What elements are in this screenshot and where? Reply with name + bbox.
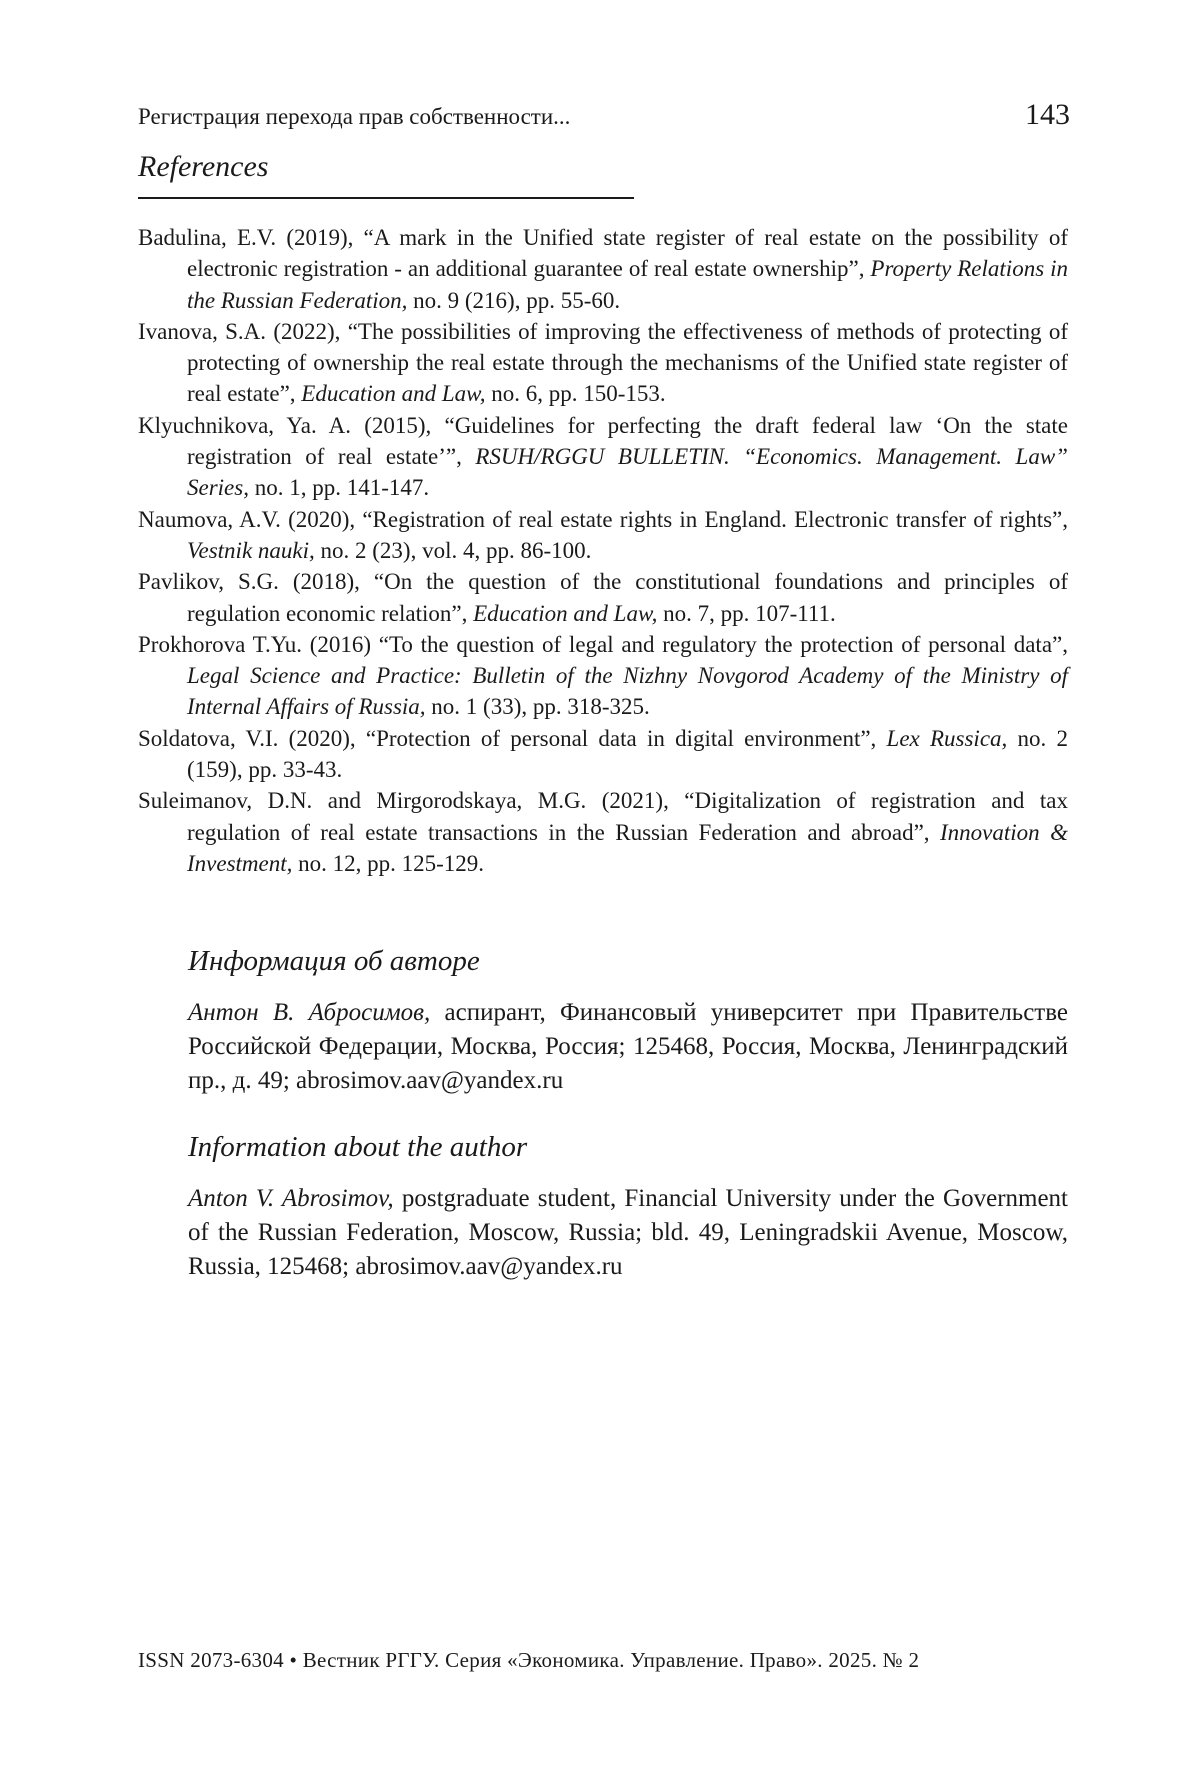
reference-text: Soldatova, V.I. (2020), “Protection of personal data in digital environment”, xyxy=(138,726,887,751)
document-page xyxy=(0,0,1200,1780)
running-title: Регистрация перехода прав собственности... xyxy=(138,104,570,130)
author-info-ru xyxy=(188,996,1068,1098)
author-details-ru: аспирант, Финансовый университет при Пра­вительстве Российской Федерации, Москва, Россия; 125468, Россия, Москва, Ленинградский пр., д. 49; abrosimov.aav@yandex.ru xyxy=(188,999,1068,1094)
running-head xyxy=(138,98,1070,132)
page-number: 143 xyxy=(1025,98,1070,132)
reference-text: Suleimanov, D.N. and Mirgorodskaya, M.G. (2021), “Digitalization of registration and tax regulation of real estate transactions in the Russian Federation and abroad”, xyxy=(138,788,1068,844)
reference-item xyxy=(138,410,1068,504)
author-details-en: postgraduate student, Financial University under the Government of the Russian Federation, Moscow, Russia; bld. 49, Lenin­gradskii Avenue, Moscow, Russia, 125468; abrosimov.aav@yandex.ru xyxy=(188,1185,1068,1280)
author-info-en xyxy=(188,1182,1068,1284)
reference-text: Pavlikov, S.G. (2018), “On the question of the constitutional foundations and principles of regulation economic relation”, xyxy=(138,569,1068,625)
reference-source: Vestnik nauki, xyxy=(187,538,315,563)
reference-details: no. 1 (33), pp. 318-325. xyxy=(426,694,650,719)
references-list xyxy=(138,222,1068,879)
reference-details: no. 6, pp. 150-153. xyxy=(486,381,666,406)
reference-details: no. 7, pp. 107-111. xyxy=(657,601,835,626)
reference-source: Property Relations in the Russian Federation, xyxy=(187,256,1068,312)
author-info-heading-ru: Информация об авторе xyxy=(188,945,480,978)
references-heading: References xyxy=(138,150,268,184)
reference-source: RSUH/RGGU BULLETIN. “Economics. Manage­ment. Law” Series, xyxy=(187,444,1068,500)
reference-source: Education and Law, xyxy=(473,601,657,626)
reference-item xyxy=(138,723,1068,786)
reference-details: no. 2 (23), vol. 4, pp. 86-100. xyxy=(315,538,592,563)
reference-source: Lex Rus­sica, xyxy=(887,726,1008,751)
reference-source: Legal Science and Practice: Bulletin of the Nizhny Novgorod Academy of the Ministry of Internal Affairs of Russia, xyxy=(187,663,1068,719)
reference-details: no. 2 (159), pp. 33-43. xyxy=(187,726,1068,782)
reference-details: no. 12, pp. 125-129. xyxy=(292,851,484,876)
reference-item xyxy=(138,629,1068,723)
author-info-heading-en: Information about the author xyxy=(188,1131,527,1164)
author-name-ru: Антон В. Абросимов, xyxy=(188,999,430,1026)
author-name-en: Anton V. Abrosimov, xyxy=(188,1185,394,1212)
reference-text: Klyuchnikova, Ya. A. (2015), “Guidelines for perfecting the draft federal law ‘On the state registration of real estate’”, xyxy=(138,413,1068,469)
journal-footer: ISSN 2073-6304 • Вестник РГГУ. Серия «Экономика. Управление. Право». 2025. № 2 xyxy=(138,1648,919,1673)
references-divider xyxy=(138,197,634,199)
reference-details: no. 9 (216), pp. 55-60. xyxy=(407,288,620,313)
reference-item xyxy=(138,504,1068,567)
reference-details: no. 1, pp. 141-147. xyxy=(249,475,429,500)
reference-source: Education and Law, xyxy=(301,381,485,406)
reference-item xyxy=(138,566,1068,629)
reference-text: Prokhorova T.Yu. (2016) “To the question of legal and regulatory the protection of per­sonal data”, xyxy=(138,632,1068,657)
reference-text: Naumova, A.V. (2020), “Registration of real estate rights in England. Electronic trans­fer of rights”, xyxy=(138,507,1068,532)
reference-text: Ivanova, S.A. (2022), “The possibilities of improving the effectiveness of methods of protecting of protecting of ownership the real estate through the mechanisms of the Unified state register of real estate”, xyxy=(138,319,1068,407)
reference-item xyxy=(138,316,1068,410)
reference-text: Badulina, E.V. (2019), “A mark in the Unified state register of real estate on the possi­bility of electronic registration - an additional guarantee of real estate ownership”, xyxy=(138,225,1068,281)
reference-item xyxy=(138,222,1068,316)
reference-source: Innovation & Investment, xyxy=(187,820,1068,876)
reference-item xyxy=(138,785,1068,879)
